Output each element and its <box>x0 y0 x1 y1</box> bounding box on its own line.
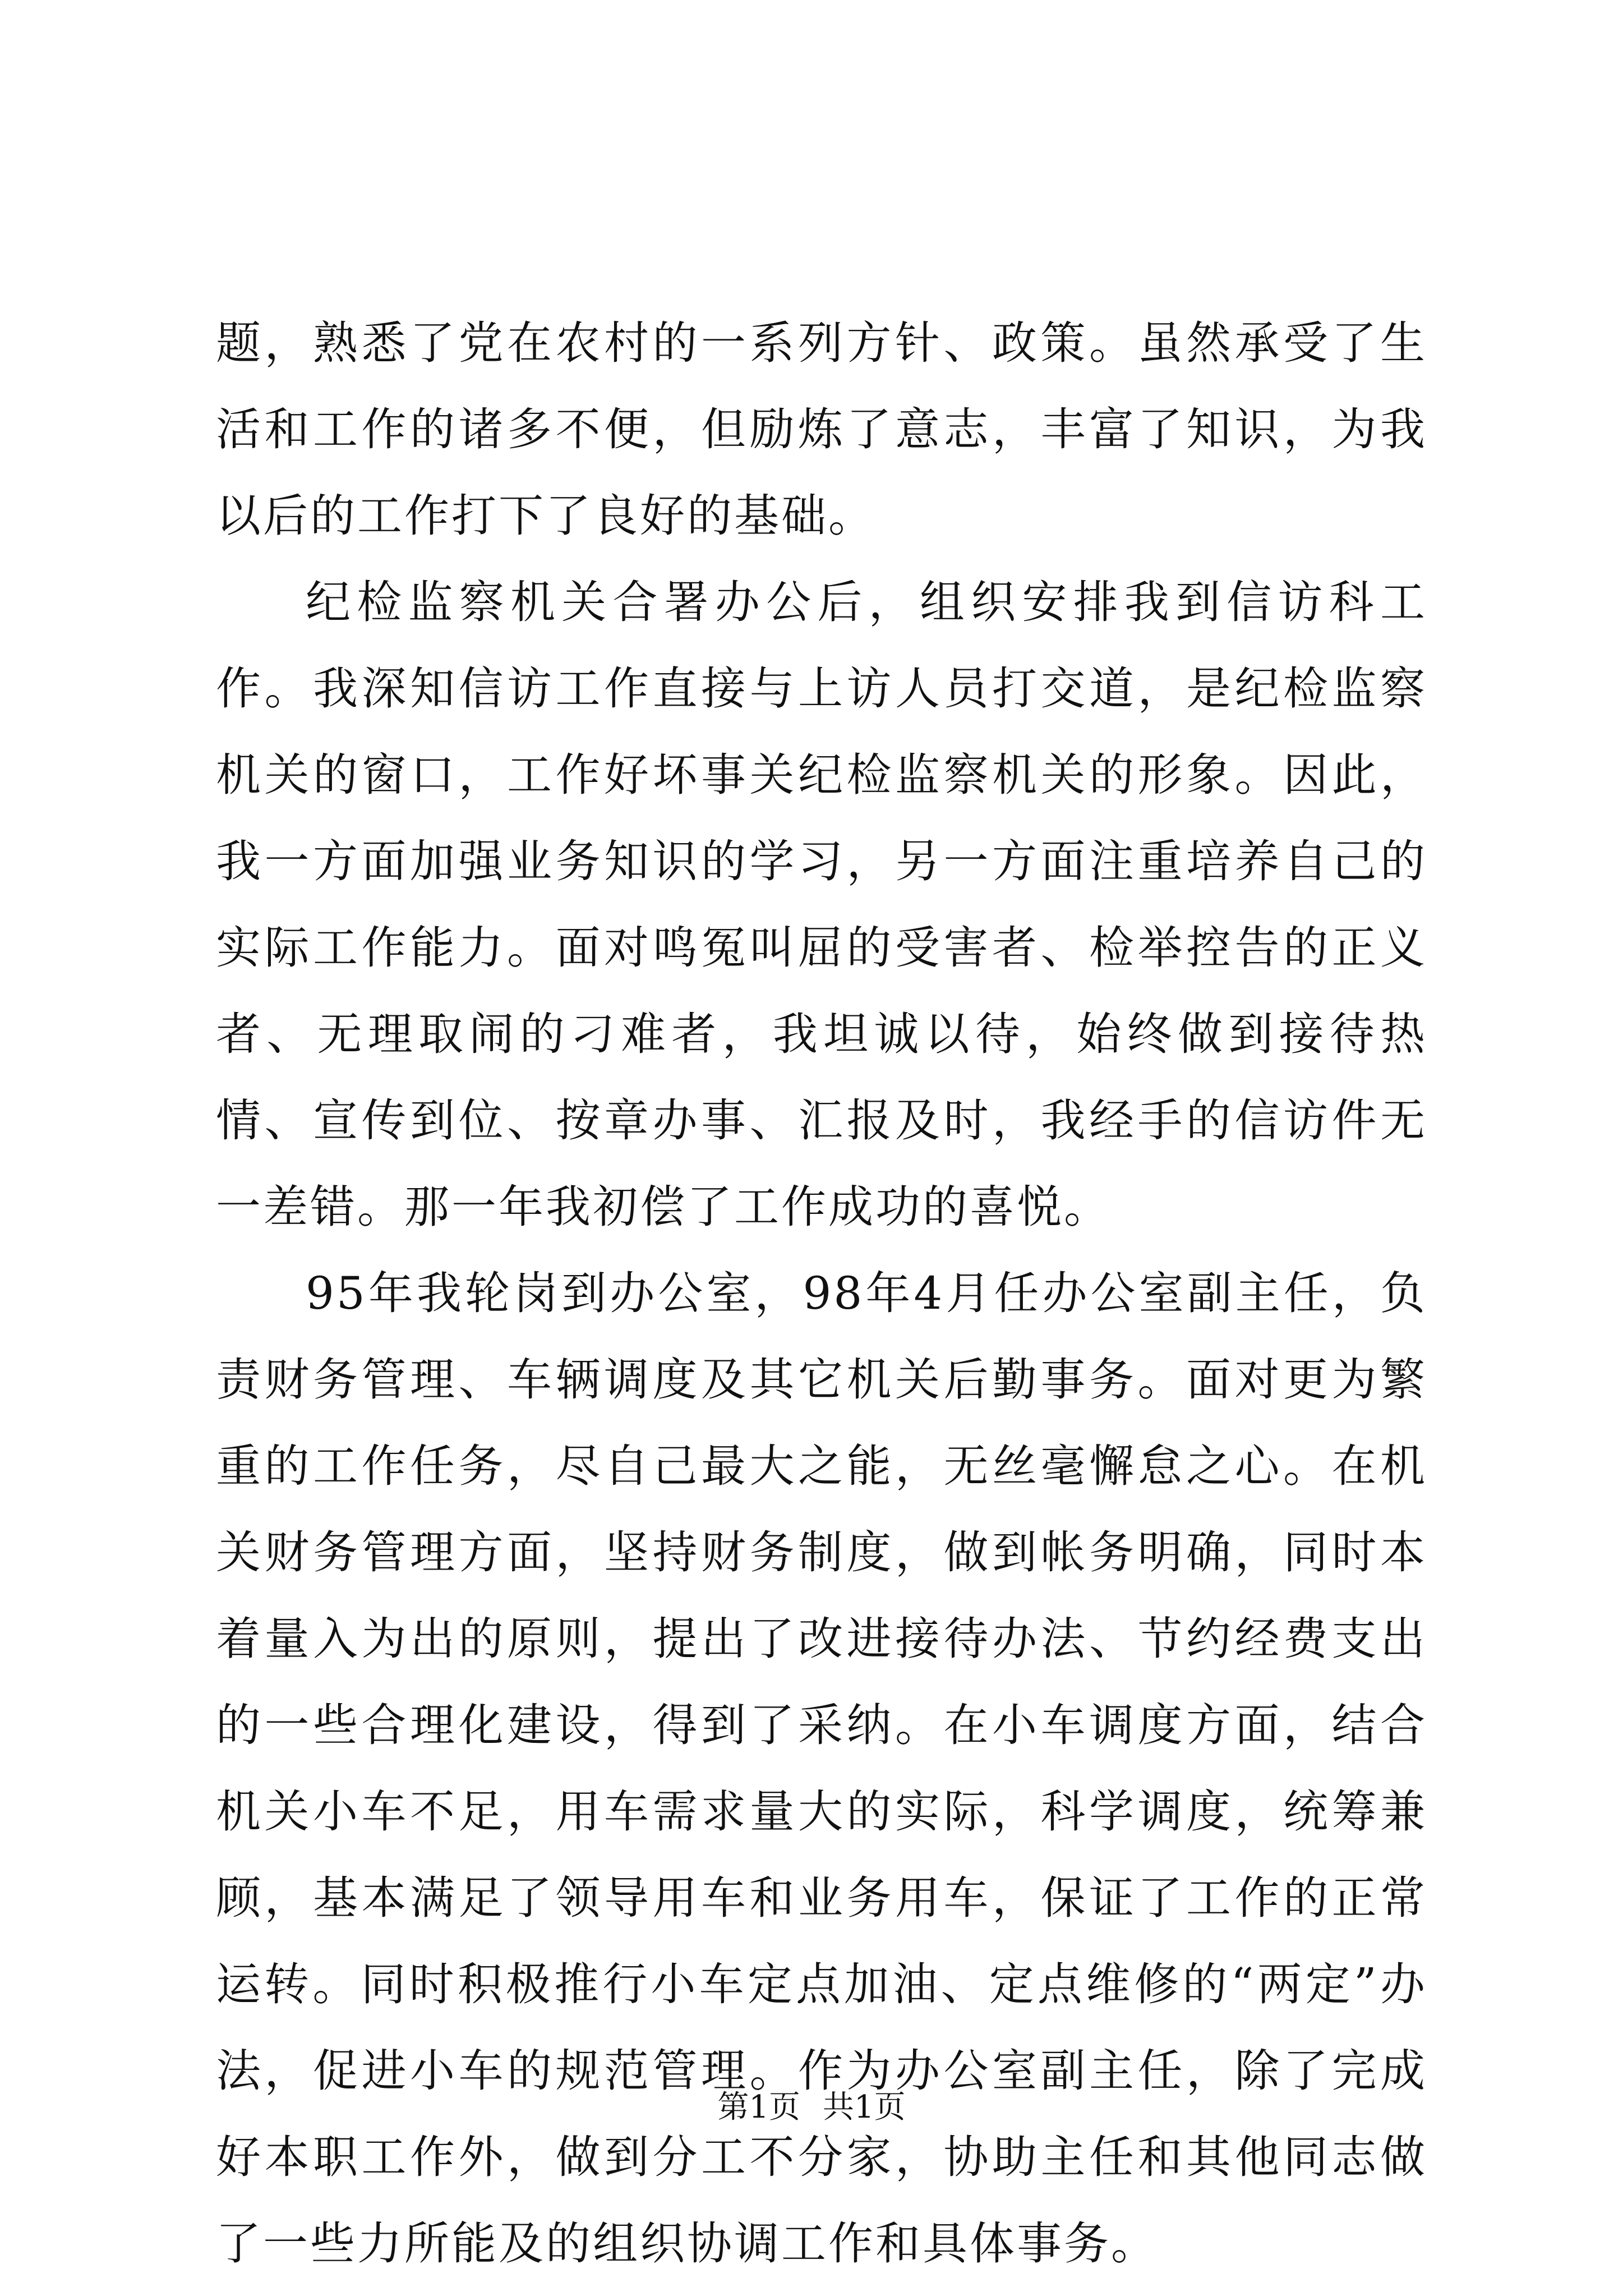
page-total: 共1页 <box>823 2089 906 2125</box>
paragraph-petition-work: 纪检监察机关合署办公后，组织安排我到信访科工作。我深知信访工作直接与上访人员打交道，是纪检监察机关的窗口，工作好坏事关纪检监察机关的形象。因此，我一方面加强业务知识的学习，另一方面注重培养自己的实际工作能力。面对鸣冤叫屈的受害者、检举控告的正义者、无理取闹的刁难者，我坦诚以待，始终做到接待热情、宣传到位、按章办事、汇报及时，我经手的信访件无一差错。那一年我初偿了工作成功的喜悦。 <box>216 576 1427 1233</box>
document-body <box>216 300 1427 2287</box>
paragraph-office-work: 95年我轮岗到办公室，98年4月任办公室副主任，负责财务管理、车辆调度及其它机关后勤事务。面对更为繁重的工作任务，尽自己最大之能，无丝毫懈怠之心。在机关财务管理方面，坚持财务制度，做到帐务明确，同时本着量入为出的原则，提出了改进接待办法、节约经费支出的一些合理化建设，得到了采纳。在小车调度方面，结合机关小车不足，用车需求量大的实际，科学调度，统筹兼顾，基本满足了领导用车和业务用车，保证了工作的正常运转。同时积极推行小车定点加油、定点维修的“两定”办法，促进小车的规范管理。作为办公室副主任，除了完成好本职工作外，做到分工不分家，协助主任和其他同志做了一些力所能及的组织协调工作和具体事务。 <box>216 1267 1427 2270</box>
paragraph-continuation: 题，熟悉了党在农村的一系列方针、政策。虽然承受了生活和工作的诸多不便，但励炼了意志，丰富了知识，为我以后的工作打下了良好的基础。 <box>216 317 1427 542</box>
page-footer <box>0 2088 1623 2127</box>
page-number: 第1页 <box>717 2089 800 2125</box>
